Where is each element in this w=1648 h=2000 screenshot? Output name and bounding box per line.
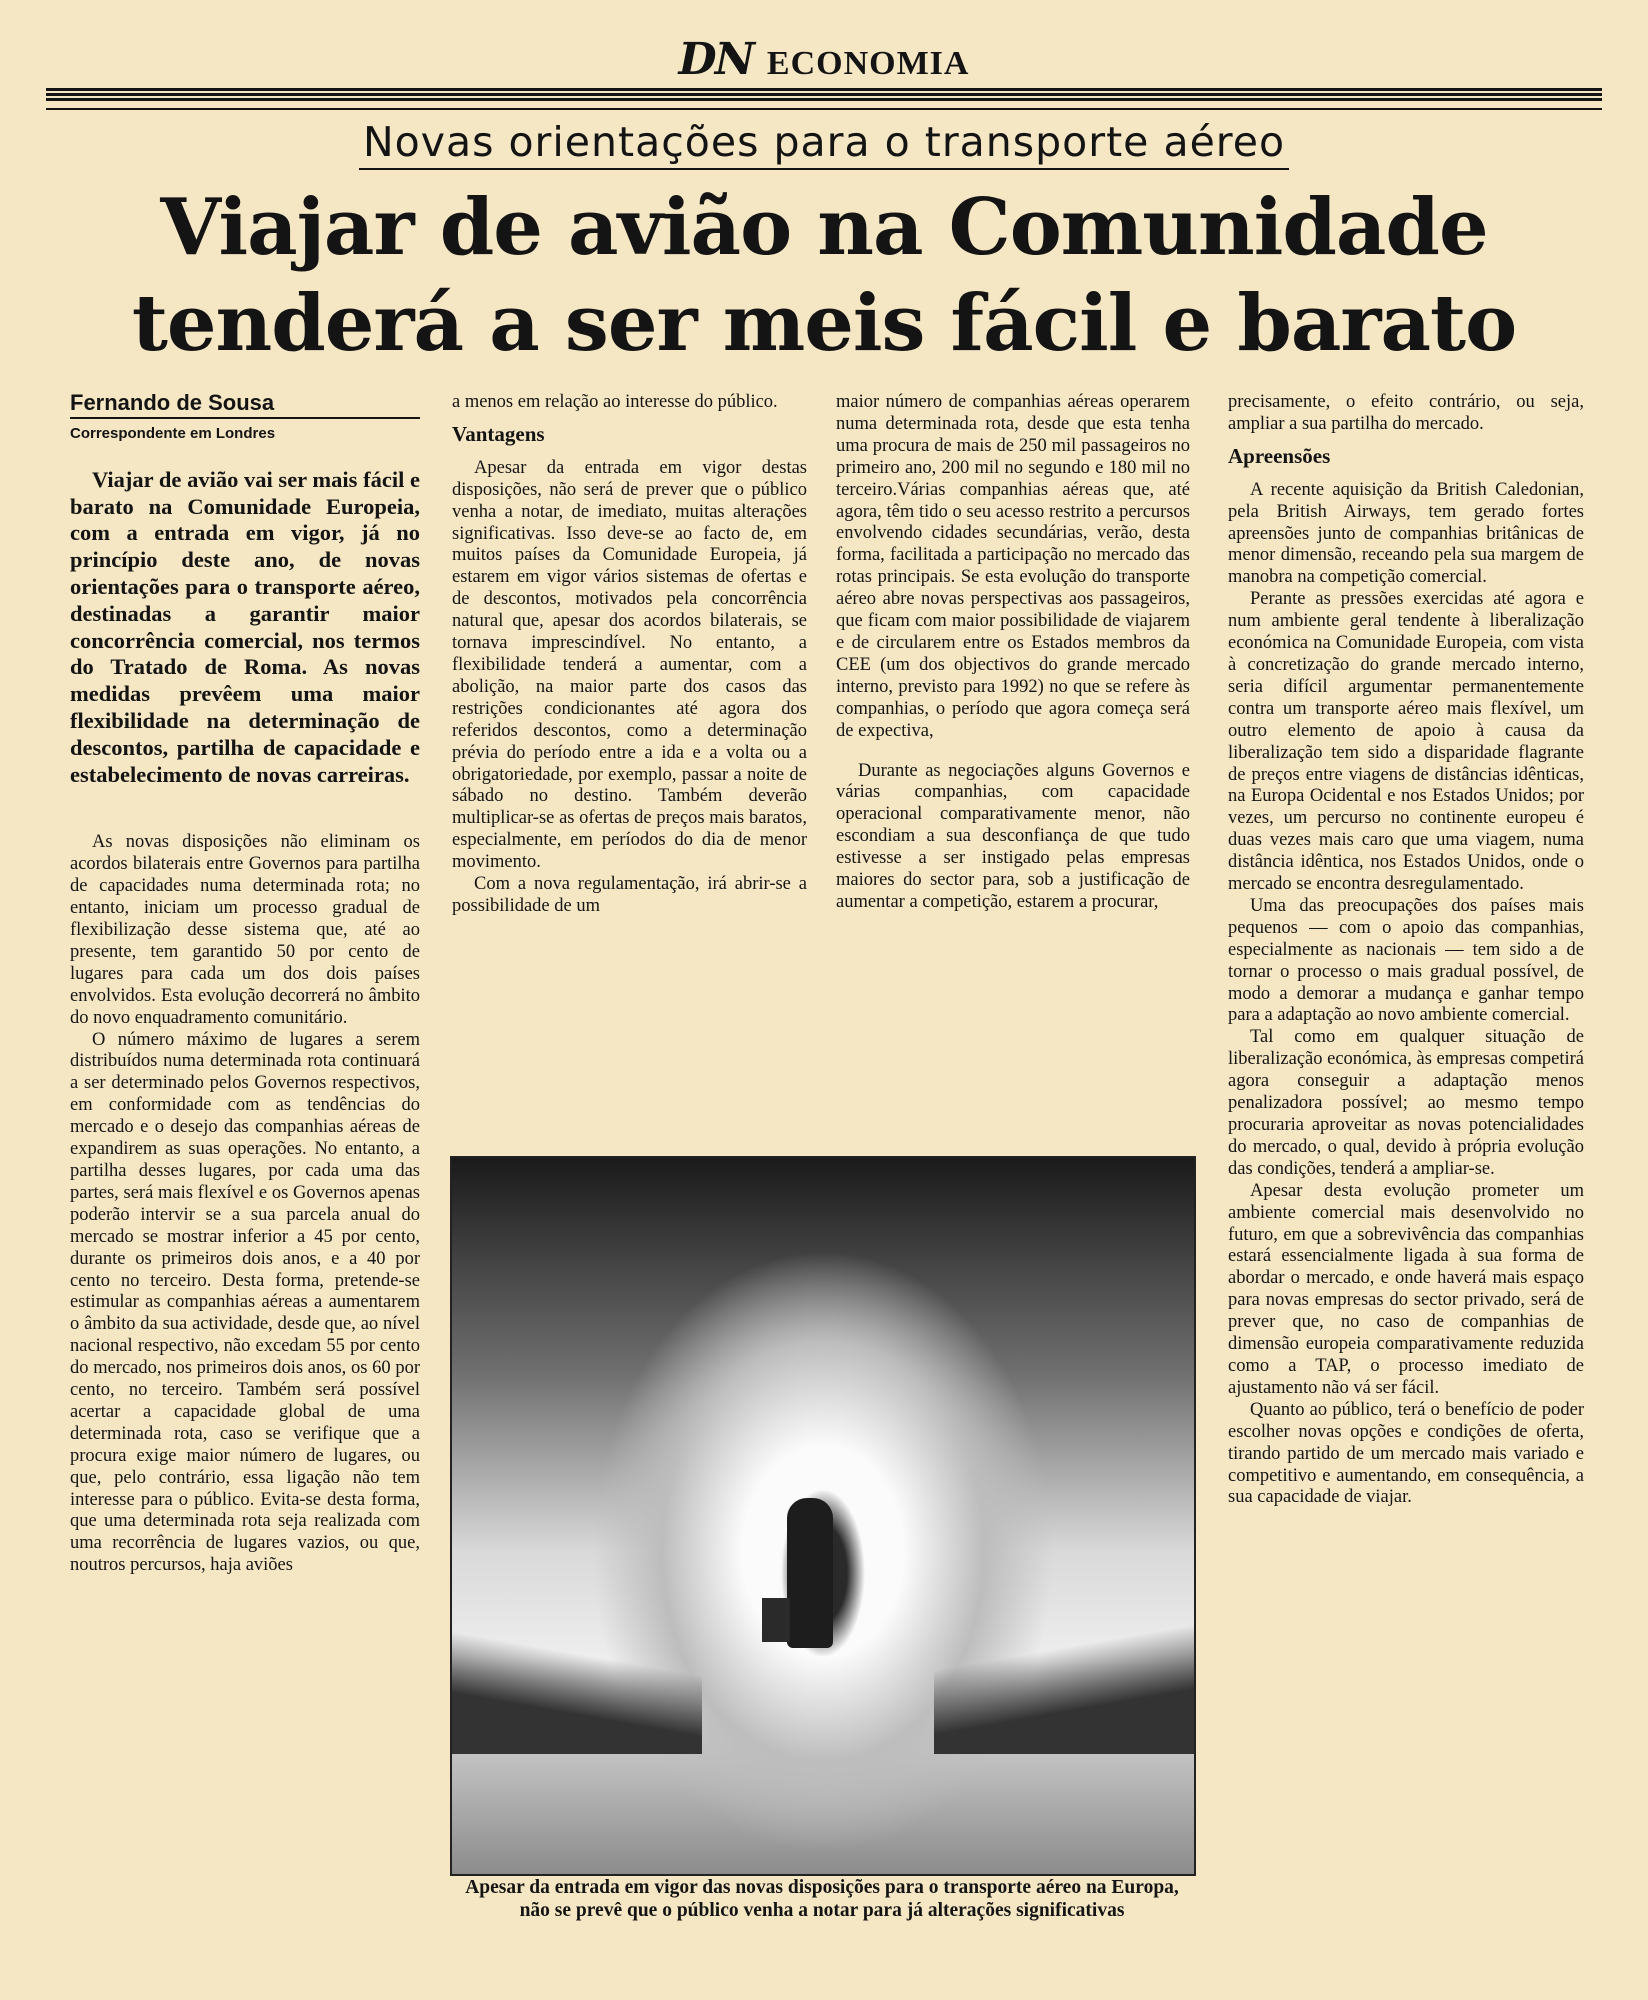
body-paragraph: maior número de companhias aéreas operarem numa determinada rota, desde que esta tenha uma procura de mais de 250 mil passageiros no primeiro ano, 200 mil no segundo e 180 mil no terceiro.Várias companhias aéreas que, até agora, têm tido o seu acesso restrito a percursos envolvendo cidades secundárias, verão, desta forma, facilitada a participação no mercado das rotas principais. Se esta evolução do transporte aéreo abre novas perspectivas aos passageiros, que ficam com maior possibilidade de viajarem e de circularem entre os Estados membros da CEE (um dos objectivos do grande mercado interno, previsto para 1992) no que se refere às companhias, o período que agora começa será de expectiva, [836,392,1190,741]
body-paragraph: As novas disposições não eliminam os acordos bilaterais entre Governos para partilha de capacidades numa determinada rota; no entanto, iniciam um processo gradual de flexibilização desse sistema que, até ao presente, tem garantido 50 por cento de lugares para cada um dos dois países envolvidos. Esta evolução decorrerá no âmbito do novo enquadramento comunitário. [70,832,420,1028]
body-paragraph: Uma das preocupações dos países mais pequenos — com o apoio das companhias, especialmente as nacionais — tem sido a de tornar o processo o mais gradual possível, de modo a demorar a mudança e ganhar tempo para a adaptação ao novo ambiente comercial. [1228,895,1584,1026]
headline-line-1: Viajar de avião na Comunidade [160,182,1488,273]
kicker-text: Novas orientações para o transporte aéreo [359,118,1289,170]
photo-traveller [787,1498,833,1648]
column-4 [1228,392,1584,1509]
column-2 [452,392,807,918]
body-paragraph: Perante as pressões exercidas até agora e num ambiente geral tendente à liberalização económica na Comunidade Europeia, com vista à concretização do grande mercado interno, seria difícil argumentar permanentemente contra um transporte aéreo mais flexível, um outro elemento de apoio à causa da liberalização tem sido a disparidade flagrante de preços entre viagens de distâncias idênticas, na Europa Ocidental e nos Estados Unidos; por vezes, um percurso no continente europeu é duas vezes mais caro que uma viagem, numa distância idêntica, nos Estados Unidos, onde o mercado se encontra desregulamentado. [1228,589,1584,895]
subheading-vantagens: Vantagens [452,421,545,446]
masthead [0,34,1648,85]
column-3 [836,392,1190,914]
body-paragraph: Quanto ao público, terá o benefício de poder escolher novas opções e condições de oferta, tirando partido de um mercado mais variado e competitivo e aumentando, em consequência, a sua capacidade de viajar. [1228,1399,1584,1508]
newspaper-logo: DN [678,34,753,85]
body-paragraph: Apesar desta evolução prometer um ambiente comercial mais desenvolvido no futuro, em que a sobrevivência das companhias estará essencialmente ligada à sua forma de abordar o mercado, e onde haverá mais espaço para novas empresas do sector privado, será de prever que, no caso de companhias de dimensão europeia comparativamente reduzida como a TAP, o processo imediato de ajustamento não vá ser fácil. [1228,1180,1584,1398]
headline-line-2: tenderá a ser meis fácil e barato [131,278,1517,369]
header-rule [46,88,1602,102]
headline [40,180,1608,372]
header-rule-thin [46,108,1602,110]
subheading-apreensoes: Apreensões [1228,443,1331,468]
section-title: ECONOMIA [766,45,970,82]
byline-name: Fernando de Sousa [70,392,420,419]
photo-rail-left [452,1594,702,1754]
body-paragraph: Apesar da entrada em vigor destas disposições, não será de prever que o público venha a notar, de imediato, muitas alterações significativas. Isso deve-se ao facto de, em muitos países da Comunidade Europeia, já estarem em vigor vários sistemas de ofertas e de descontos, motivados pela concorrência natural que, apesar dos acordos bilaterais, se tornava imprescindível. No entanto, a flexibilidade tenderá a aumentar, com a abolição, na maior parte dos casos das restrições condicionantes até agora dos referidos descontos, como a determinação prévia do período entre a ida e a volta ou a obrigatoriedade, por exemplo, passar a noite de sábado no destino. Também deverão multiplicar-se as ofertas de preços mais baratos, especialmente, em períodos do dia de menor movimento. [452,457,807,873]
lead-paragraph: Viajar de avião vai ser mais fácil e barato na Comunidade Europeia, com a entrada em vigor, já no princípio deste ano, de novas orientações para o transporte aéreo, destinadas a garantir maior concorrência comercial, nos termos do Tratado de Roma. As novas medidas prevêem uma maior flexibilidade na determinação de descontos, partilha de capacidade e estabelecimento de novas carreiras. [70,466,420,787]
body-paragraph: Durante as negociações alguns Governos e várias companhias, com capacidade operacional comparativamente menor, não escondiam a sua desconfiança de que tudo estivesse a ser instigado pelas empresas maiores do sector para, sob a justificação de aumentar a competição, estarem a procurar, [836,760,1190,912]
body-paragraph: A recente aquisição da British Caledonian, pela British Airways, tem gerado fortes apreensões junto de companhias britânicas de menor dimensão, receando pela sua margem de manobra na competição comercial. [1228,479,1584,588]
airport-walkway-photo [450,1156,1196,1876]
photo-suitcase [762,1598,790,1642]
byline-role: Correspondente em Londres [70,424,276,442]
kicker [0,118,1648,166]
body-paragraph: Com a nova regulamentação, irá abrir-se a possibilidade de um [452,874,807,916]
body-paragraph: Tal como em qualquer situação de liberalização económica, às empresas competirá agora conseguir a adaptação menos penalizadora possível; ao mesmo tempo procuraria aproveitar as novas potencialidades do mercado, o qual, devido à própria evolução das condições, tenderá a ampliar-se. [1228,1027,1584,1179]
column-1 [70,392,420,1577]
body-paragraph: O número máximo de lugares a serem distribuídos numa determinada rota continuará a ser determinado pelos Governos respectivos, em conformidade com as tendências do mercado e o desejo das companhias aéreas de expandirem as suas operações. No entanto, a partilha desses lugares, por cada uma das partes, será mais flexível e os Governos apenas poderão intervir se a sua parcela anual do mercado se mostrar inferior a 45 por cento, durante os primeiros dois anos, e a 40 por cento no terceiro. Desta forma, pretende-se estimular as companhias aéreas a aumentarem o âmbito da sua actividade, desde que, ao nível nacional respectivo, não excedam 55 por cento do mercado, nos primeiros dois anos, os 60 por cento, no terceiro. Também será possível acertar a capacidade global de uma determinada rota, caso se verifique que a procura exige maior número de lugares, ou que, pelo contrário, essa ligação não tem interesse para o público. Evita-se desta forma, que uma determinada rota seja realizada com uma recorrência de lugares vazios, ou que, noutros percursos, haja aviões [70,1029,420,1576]
body-paragraph: a menos em relação ao interesse do público. [452,392,778,412]
photo-rail-right [934,1584,1194,1754]
body-paragraph: precisamente, o efeito contrário, ou seja, ampliar a sua partilha do mercado. [1228,392,1584,434]
photo-caption: Apesar da entrada em vigor das novas disposições para o transporte aéreo na Europa, não se prevê que o público venha a notar para já alterações significativas [465,1877,1179,1921]
